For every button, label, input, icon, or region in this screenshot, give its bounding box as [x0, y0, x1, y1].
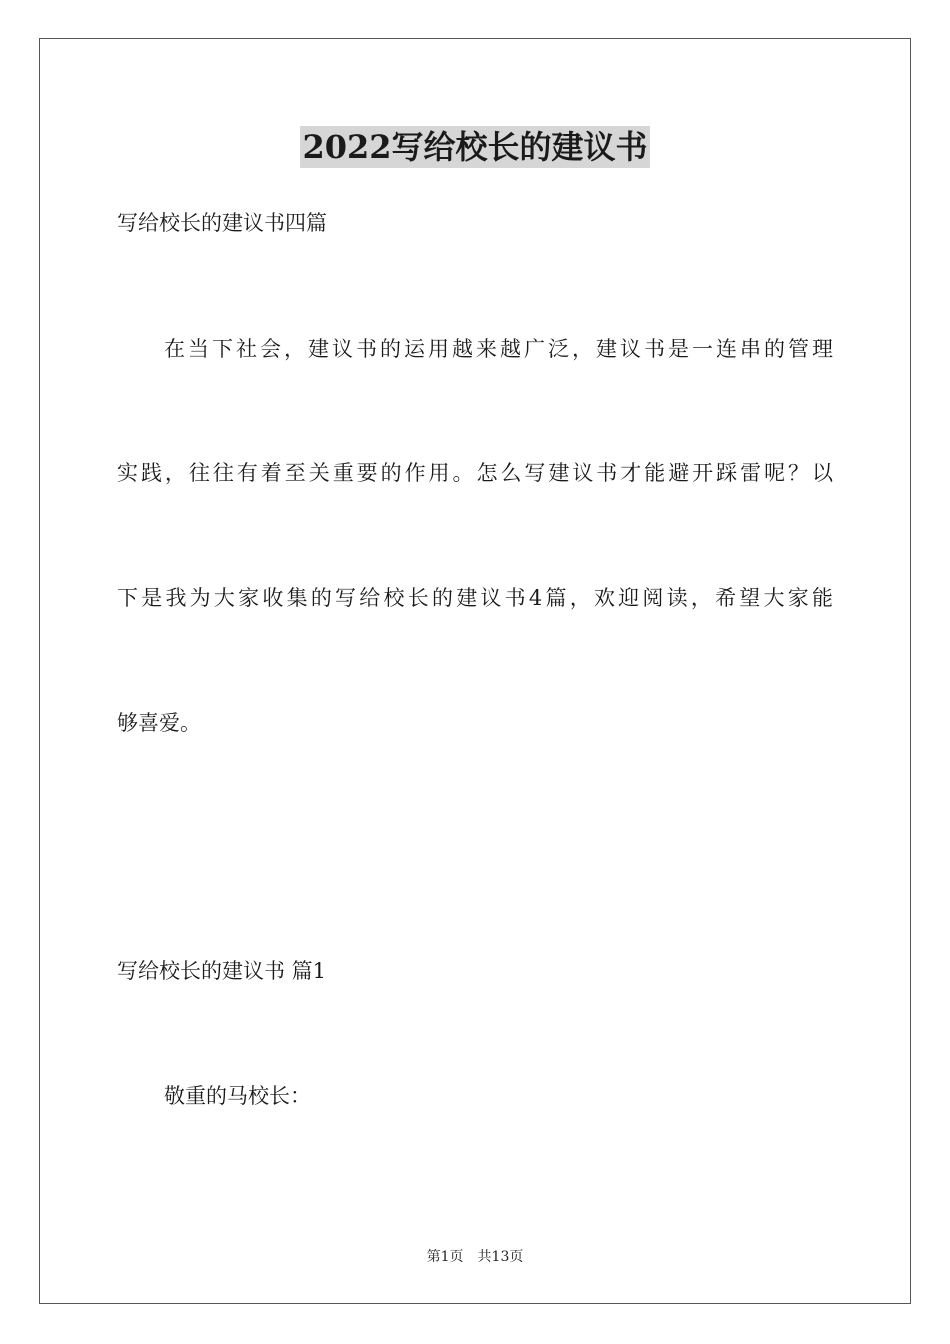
intro-line-4: 够喜爱。: [117, 711, 201, 735]
document-title-text: 2022写给校长的建议书: [302, 128, 648, 166]
intro-line-3: 下是我为大家收集的写给校长的建议书4篇，欢迎阅读，希望大家能: [117, 586, 833, 610]
salutation: 敬重的马校长：: [164, 1084, 311, 1108]
page-number: 第1页: [426, 1249, 464, 1265]
intro-line-2: 实践，往往有着至关重要的作用。怎么写建议书才能避开踩雷呢？以: [117, 461, 833, 485]
page-total: 共13页: [477, 1249, 524, 1265]
section-heading: 写给校长的建议书 篇1: [117, 959, 327, 983]
intro-line-1: 在当下社会，建议书的运用越来越广泛，建议书是一连串的管理: [164, 337, 833, 361]
page-footer: [0, 1247, 950, 1267]
document-title: [0, 126, 950, 168]
document-subtitle: 写给校长的建议书四篇: [117, 211, 327, 235]
